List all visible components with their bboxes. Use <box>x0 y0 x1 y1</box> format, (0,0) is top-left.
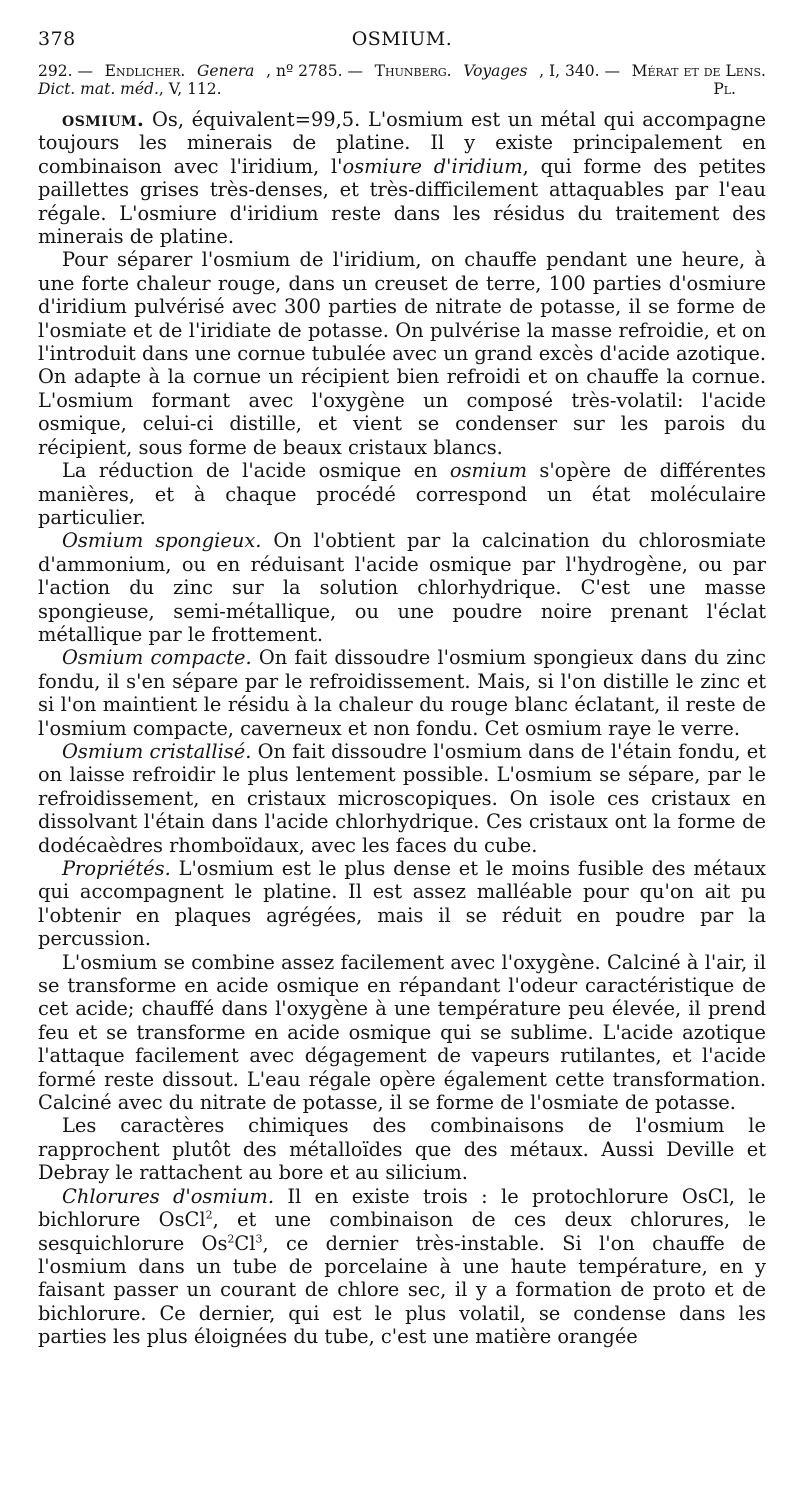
reference-work: Voyages <box>463 62 528 80</box>
footnote-line-2 <box>38 80 766 98</box>
italic-term: osmiure d'iridium <box>342 154 523 178</box>
running-title: OSMIUM. <box>351 28 453 50</box>
reference-detail: , V, 112. <box>158 80 222 98</box>
plate-reference: Pl. <box>713 80 736 98</box>
reference-author: Endlicher. <box>104 62 186 80</box>
footnote-number: 292. — <box>38 62 93 80</box>
reference-author: Thunberg. <box>374 62 452 80</box>
reference-detail: , nº 2785. — <box>266 62 363 80</box>
paragraph-oxygen: L'osmium se combine assez facilement avec l'oxygène. Calciné à l'air, il se transforme en acide osmique en répandant l'odeur caractéristique de cet acide; chauffé dans l'oxygène à une température peu élevée, il prend feu et se transforme en acide osmique qui se sublime. L'acide azotique l'attaque facilement avec dégagement de vapeurs rutilantes, et l'acide formé reste dissout. L'eau régale opère également cette transformation. Calciné avec du nitrate de potasse, il se forme de l'osmiate de potasse. <box>38 950 766 1115</box>
paragraph-chemistry: Les caractères chimiques des combinaisons de l'osmium le rapprochent plutôt des métalloïdes que des métaux. Aussi Deville et Debray le rattachent au bore et au silicium. <box>38 1114 766 1185</box>
italic-term: osmium <box>449 459 528 483</box>
paragraph-compact: Osmium compacte. On fait dissoudre l'osmium spongieux dans du zinc fondu, il s'en sépare par le refroidissement. Mais, si l'on distille le zinc et si l'on maintient le résidu à la chaleur du rouge blanc éclatant, il reste de l'osmium compacte, caverneux et non fondu. Cet osmium raye le verre. <box>38 646 766 740</box>
footnote-line-1 <box>38 62 766 80</box>
paragraph-crystallized: Osmium cristallisé. On fait dissoudre l'osmium dans de l'étain fondu, et on laisse refroidir le plus lentement possible. L'osmium se sépare, par le refroidissement, en cristaux microscopiques. On isole ces cristaux en dissolvant l'étain dans l'acide chlorhydrique. Ces cristaux ont la forme de dodécaèdres rhomboïdaux, avec les faces du cube. <box>38 739 766 857</box>
book-page <box>38 28 766 1349</box>
footnote-references <box>38 62 766 98</box>
paragraph-intro: osmium. Os, équivalent=99,5. L'osmium est un métal qui accompagne toujours les minerais de platine. Il y existe principalement en combinaison avec l'iridium, l'osmiure d'iridium, qui forme des petites paillettes grises très-denses, et très-difficilement attaquables par l'eau régale. L'osmiure d'iridium reste dans les résidus du traitement des minerais de platine. <box>38 108 766 249</box>
reference-work: Dict. mat. méd. <box>38 80 159 98</box>
paragraph-reduction: La réduction de l'acide osmique en osmium s'opère de différentes manières, et à chaque procédé correspond un état moléculaire particulier. <box>38 459 766 529</box>
section-heading: Osmium compacte. <box>62 646 252 670</box>
headword: osmium. <box>62 108 145 131</box>
paragraph-chlorides: Chlorures d'osmium. Il en existe trois : le protochlorure OsCl, le bichlorure OsCl$^2$, et une combinaison de ces deux chlorures, le sesquichlorure Os$^2$Cl$^3$, ce dernier très-instable. Si l'on chauffe de l'osmium dans un tube de porcelaine à une haute température, en y faisant passer un courant de chlore sec, il y a formation de proto et de bichlorure. Ce dernier, qui est le plus volatil, se condense dans les parties les plus éloignées du tube, c'est une matière orangée <box>38 1184 766 1349</box>
page-number: 378 <box>38 28 76 50</box>
reference-author: Mérat et de Lens. <box>631 62 766 80</box>
reference-work: Genera <box>197 62 255 80</box>
entry-body <box>38 108 766 1349</box>
paragraph-properties: Propriétés. L'osmium est le plus dense et le moins fusible des métaux qui accompagnent le platine. Il est assez malléable pour qu'on ait pu l'obtenir en plaques agrégées, mais il se réduit en poudre par la percussion. <box>38 857 766 951</box>
paragraph-separation: Pour séparer l'osmium de l'iridium, on chauffe pendant une heure, à une forte chaleur rouge, dans un creuset de terre, 100 parties d'osmiure d'iridium pulvérisé avec 300 parties de nitrate de potasse, il se forme de l'osmiate et de l'iridiate de potasse. On pulvérise la masse refroidie, et on l'introduit dans une cornue tubulée avec un grand excès d'acide azotique. On adapte à la cornue un récipient bien refroidi et on chauffe la cornue. L'osmium formant avec l'oxygène un composé très-volatil: l'acide osmique, celui-ci distille, et vient se condenser sur les parois du récipient, sous forme de beaux cristaux blancs. <box>38 248 766 459</box>
section-heading: Chlorures d'osmium. <box>62 1184 274 1208</box>
section-heading: Osmium spongieux. <box>62 529 262 553</box>
section-heading: Propriétés. <box>62 857 171 880</box>
reference-detail: , I, 340. — <box>539 62 620 80</box>
paragraph-spongy: Osmium spongieux. On l'obtient par la calcination du chlorosmiate d'ammonium, ou en réduisant l'acide osmique par l'hydrogène, ou par l'action du zinc sur la solution chlorhydrique. C'est une masse spongieuse, semi-métallique, ou une poudre noire prenant l'éclat métallique par le frottement. <box>38 529 767 646</box>
page-header <box>38 28 766 62</box>
section-heading: Osmium cristallisé. <box>62 739 252 763</box>
